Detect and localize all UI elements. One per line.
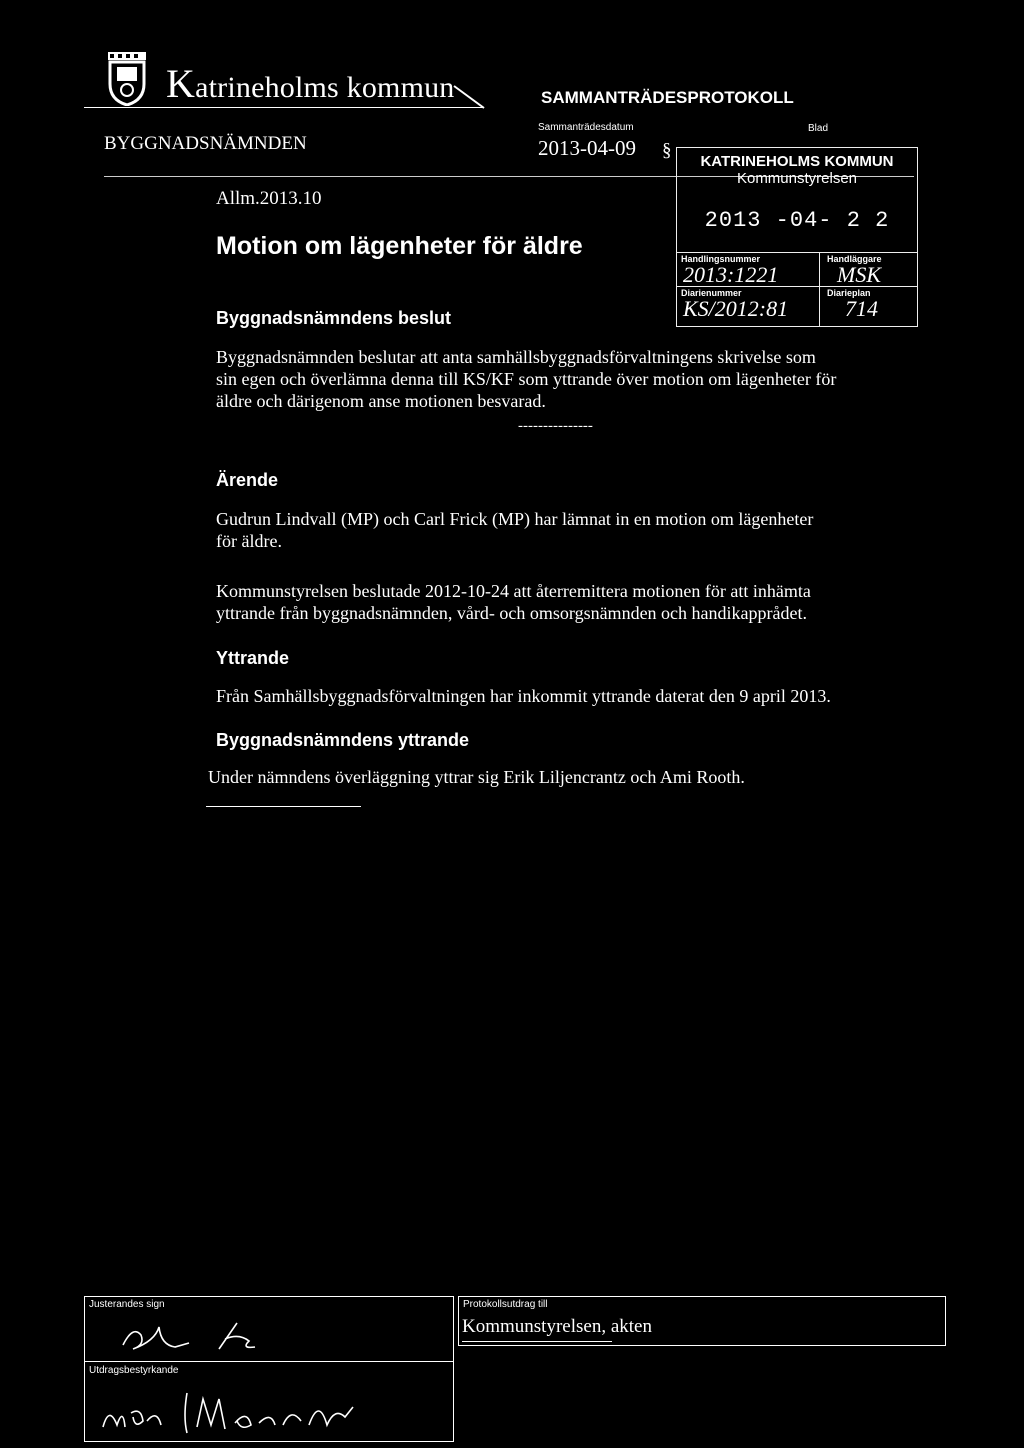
text-line: yttrande från byggnadsnämnden, vård- och omsorgsnämnden och handikapprådet.: [216, 603, 807, 623]
signature-box-divider: [85, 1361, 453, 1362]
separator: ---------------: [518, 418, 593, 434]
header-slash-mark: [452, 84, 488, 110]
case-reference: Allm.2013.10: [216, 188, 322, 209]
receipt-stamp: [676, 147, 918, 327]
certifier-label: Utdragsbestyrkande: [89, 1365, 179, 1376]
stamp-divider: [677, 252, 917, 253]
stamp-registry-number: KS/2012:81: [683, 296, 789, 321]
statement-heading: Yttrande: [216, 648, 290, 668]
stamp-unit: Kommunstyrelsen: [736, 170, 858, 187]
stamp-registry-plan-label: Diarieplan: [827, 288, 871, 298]
extract-underline: [462, 1341, 612, 1342]
signature-box: [84, 1296, 454, 1442]
organization-rest: atrineholms kommun: [195, 71, 455, 104]
end-rule: [206, 806, 361, 807]
extract-recipient: Kommunstyrelsen, akten: [462, 1316, 652, 1337]
adjuster-signature-icon: [115, 1311, 285, 1357]
text-line: Kommunstyrelsen beslutade 2012-10-24 att återremittera motionen för att inhämta: [216, 581, 811, 601]
decision-heading: Byggnadsnämndens beslut: [216, 308, 452, 328]
stamp-organization: KATRINEHOLMS KOMMUN: [700, 153, 894, 170]
decision-text: [216, 346, 916, 412]
municipality-crest-icon: [104, 52, 150, 106]
text-line: äldre och därigenom anse motionen besvarad.: [216, 391, 546, 411]
text-line: sin egen och överlämna denna till KS/KF som yttrande över motion om lägenheter för: [216, 369, 837, 389]
stamp-case-number: 2013:1221: [683, 262, 779, 287]
document-type: SAMMANTRÄDESPROTOKOLL: [541, 88, 794, 107]
board-statement-text: Under nämndens överläggning yttrar sig Erik Liljencrantz och Ami Rooth.: [208, 767, 745, 787]
referral-text: [216, 580, 916, 624]
page-label: Blad: [808, 123, 829, 134]
board-statement-heading: Byggnadsnämndens yttrande: [216, 730, 470, 750]
stamp-case-number-label: Handlingsnummer: [681, 254, 761, 264]
text-line: Byggnadsnämnden beslutar att anta samhällsbyggnadsförvaltningens skrivelse som: [216, 347, 816, 367]
meeting-date-label: Sammanträdesdatum: [538, 122, 634, 133]
organization-name: [166, 60, 455, 107]
stamp-handler-label: Handläggare: [827, 254, 882, 264]
certifier-signature-icon: [95, 1377, 445, 1439]
document-title: Motion om lägenheter för äldre: [216, 232, 583, 260]
text-line: Gudrun Lindvall (MP) och Carl Frick (MP) har lämnat in en motion om lägenheter: [216, 509, 814, 529]
organization-initial: K: [166, 61, 196, 106]
stamp-divider: [819, 252, 820, 326]
stamp-handler: MSK: [837, 262, 881, 287]
matter-text: [216, 508, 916, 552]
meeting-date: 2013-04-09: [538, 136, 636, 160]
stamp-registry-label: Diarienummer: [681, 288, 742, 298]
header-underline: [84, 107, 484, 108]
stamp-registry-plan: 714: [845, 296, 878, 321]
stamp-date: 2013 -04- 2 2: [704, 208, 890, 233]
section-sign: §: [662, 140, 672, 161]
extract-label: Protokollsutdrag till: [463, 1299, 548, 1310]
text-line: för äldre.: [216, 531, 282, 551]
board-name: BYGGNADSNÄMNDEN: [104, 133, 307, 154]
statement-text: Från Samhällsbyggnadsförvaltningen har inkommit yttrande daterat den 9 april 2013.: [216, 686, 831, 706]
adjuster-label: Justerandes sign: [89, 1299, 165, 1310]
matter-heading: Ärende: [216, 470, 279, 490]
